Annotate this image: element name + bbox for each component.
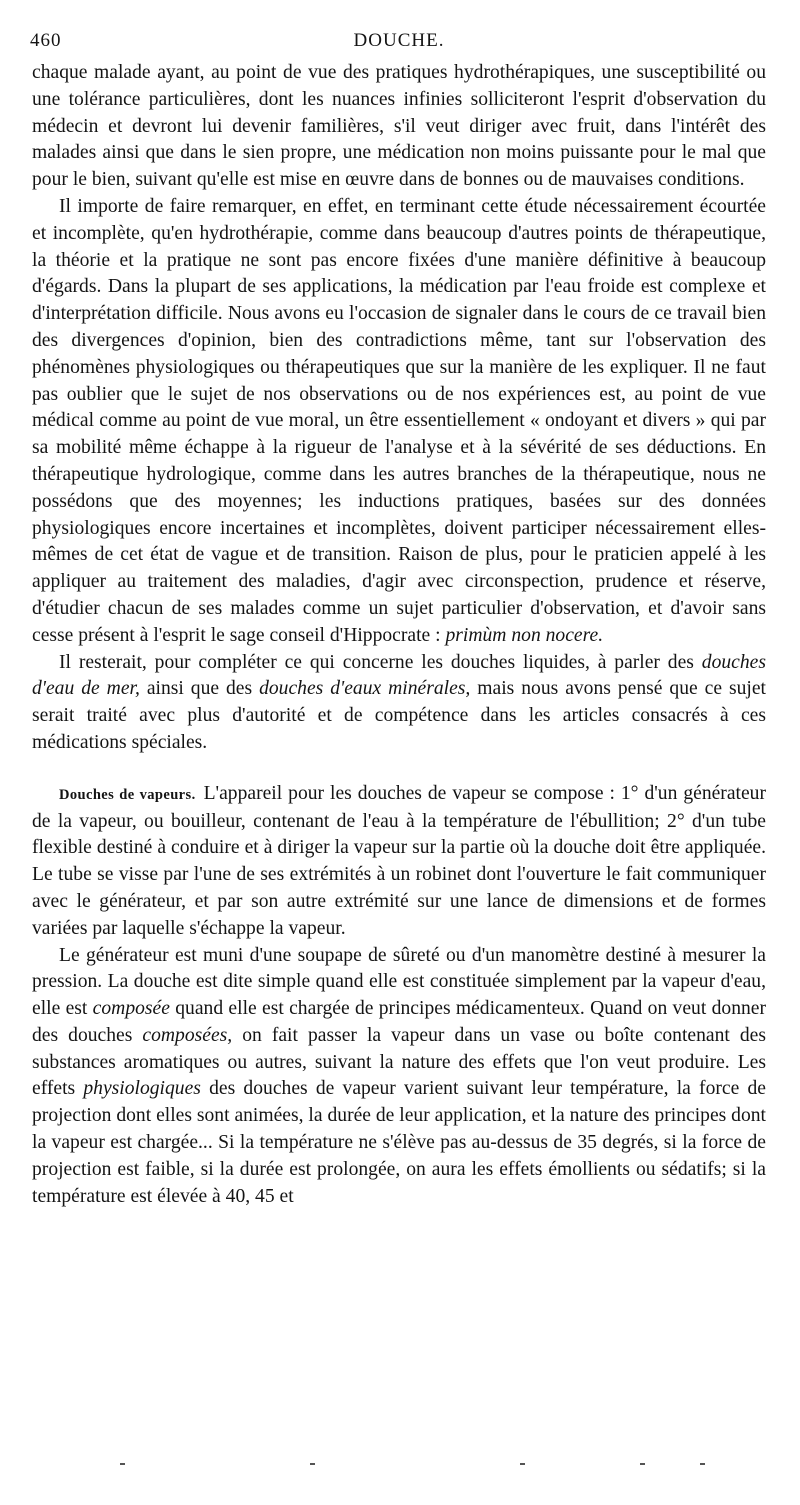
text-run: Il resterait, pour compléter ce qui concerne les douches liquides, à parler des bbox=[59, 651, 702, 673]
text-run: ainsi que des bbox=[139, 678, 260, 700]
paragraph bbox=[32, 60, 766, 194]
text-run: L'appareil pour les douches de vapeur se compose : 1° d'un générateur de la vapeur, ou bouilleur, contenant de l'eau à la température de l'ébullition; 2° d'un tube flexible destiné à conduire et à diriger la vapeur sur la partie où la douche doit être appliquée. Le tube se visse par l'une de ses extrémités à un robinet dont l'ouverture le fait communiquer avec le générateur, et par son autre extrémité sur une lance de dimensions et de formes variées par laquelle s'échappe la vapeur. bbox=[32, 782, 766, 939]
section-heading: Douches de vapeurs. bbox=[59, 786, 196, 803]
text-run: chaque malade ayant, au point de vue des pratiques hydrothérapiques, une susceptibilité ou une tolérance particulières, dont les nuances infinies solliciteront l'esprit d'observation du médecin et devront lui devenir familières, s'il veut diriger avec fruit, dans l'intérêt des malades ainsi que dans le sien propre, une médication non moins puissante pour le mal que pour le bien, suivant qu'elle est mise en œuvre dans de bonnes ou de mauvaises conditions. bbox=[32, 62, 766, 191]
bottom-print-specks bbox=[100, 1460, 720, 1468]
body-text bbox=[32, 60, 766, 1210]
text-run: Il importe de faire remarquer, en effet, en terminant cette étude nécessairement écourtée et incomplète, qu'en hydrothérapie, comme dans beaucoup d'autres points de thérapeutique, la théorie et la pratique ne sont pas encore fixées d'une manière définitive à beaucoup d'égards. Dans la plupart de ses applications, la médication par l'eau froide est complexe et d'interprétation difficile. Nous avons eu l'occasion de signaler dans le cours de ce travail bien des divergences d'opinion, bien des contradictions même, tant sur l'observation des phénomènes physiologiques ou thérapeutiques que sur la manière de les expliquer. Il ne faut pas oublier que le sujet de nos observations ou de nos expériences est, au point de vue médical comme au point de vue moral, un être essentiellement « ondoyant et divers » qui par sa mobilité même échappe à la rigueur de l'analyse et à la sévérité de ses déductions. En thérapeutique hydrologique, comme dans les autres branches de la thérapeutique, nous ne possédons que des moyennes; les inductions pratiques, basées sur des données physiologiques encore incertaines et incomplètes, doivent participer nécessairement elles-mêmes de cet état de vague et de transition. Raison de plus, pour le praticien appelé à les appliquer au traitement des maladies, d'agir avec circonspection, prudence et réserve, d'étudier chacun de ses malades comme un sujet particulier d'observation, et d'avoir sans cesse présent à l'esprit le sage conseil d'Hippocrate : bbox=[32, 195, 766, 646]
page-number: 460 bbox=[30, 30, 62, 51]
paragraph bbox=[32, 194, 766, 650]
running-title: DOUCHE. bbox=[353, 30, 445, 51]
text-run: Le générateur est muni d'une soupape de sûreté ou d'un manomètre destiné à mesurer la pression. La douche est dite simple quand elle est constituée simplement par la vapeur d'eau, elle est bbox=[32, 944, 766, 1020]
italic-text: physiologiques bbox=[83, 1078, 201, 1100]
italic-text: composée bbox=[92, 998, 170, 1020]
italic-text: composées, bbox=[142, 1024, 233, 1046]
paragraph bbox=[32, 650, 766, 757]
text-run: on fait passer la vapeur dans un vase ou boîte contenant des substances aromatiques ou autres, suivant la nature des effets que l'on veut produire. Les effets bbox=[32, 1024, 767, 1100]
italic-text: primùm non nocere. bbox=[445, 624, 604, 646]
text-run: des douches de vapeur varient suivant leur température, la force de projection dont elles sont animées, la durée de leur application, et la nature des principes dont la vapeur est chargée... Si la température ne s'élève pas au-dessus de 35 degrés, si la force de projection est faible, si la durée est prolongée, on aura les effets émollients ou sédatifs; si la température est élevée à 40, 45 et bbox=[32, 1078, 766, 1207]
text-run: quand elle est chargée de principes médicamenteux. Quand on veut donner des douches bbox=[32, 998, 767, 1046]
page-header bbox=[30, 30, 768, 56]
italic-text: douches d'eau de mer, bbox=[32, 651, 766, 700]
paragraph bbox=[32, 781, 766, 943]
text-run: mais nous avons pensé que ce sujet serait traité avec plus d'autorité et de compétence dans les articles consacrés à ces médications spéciales. bbox=[32, 678, 766, 753]
paragraph bbox=[32, 943, 766, 1211]
italic-text: douches d'eaux minérales, bbox=[259, 678, 471, 700]
